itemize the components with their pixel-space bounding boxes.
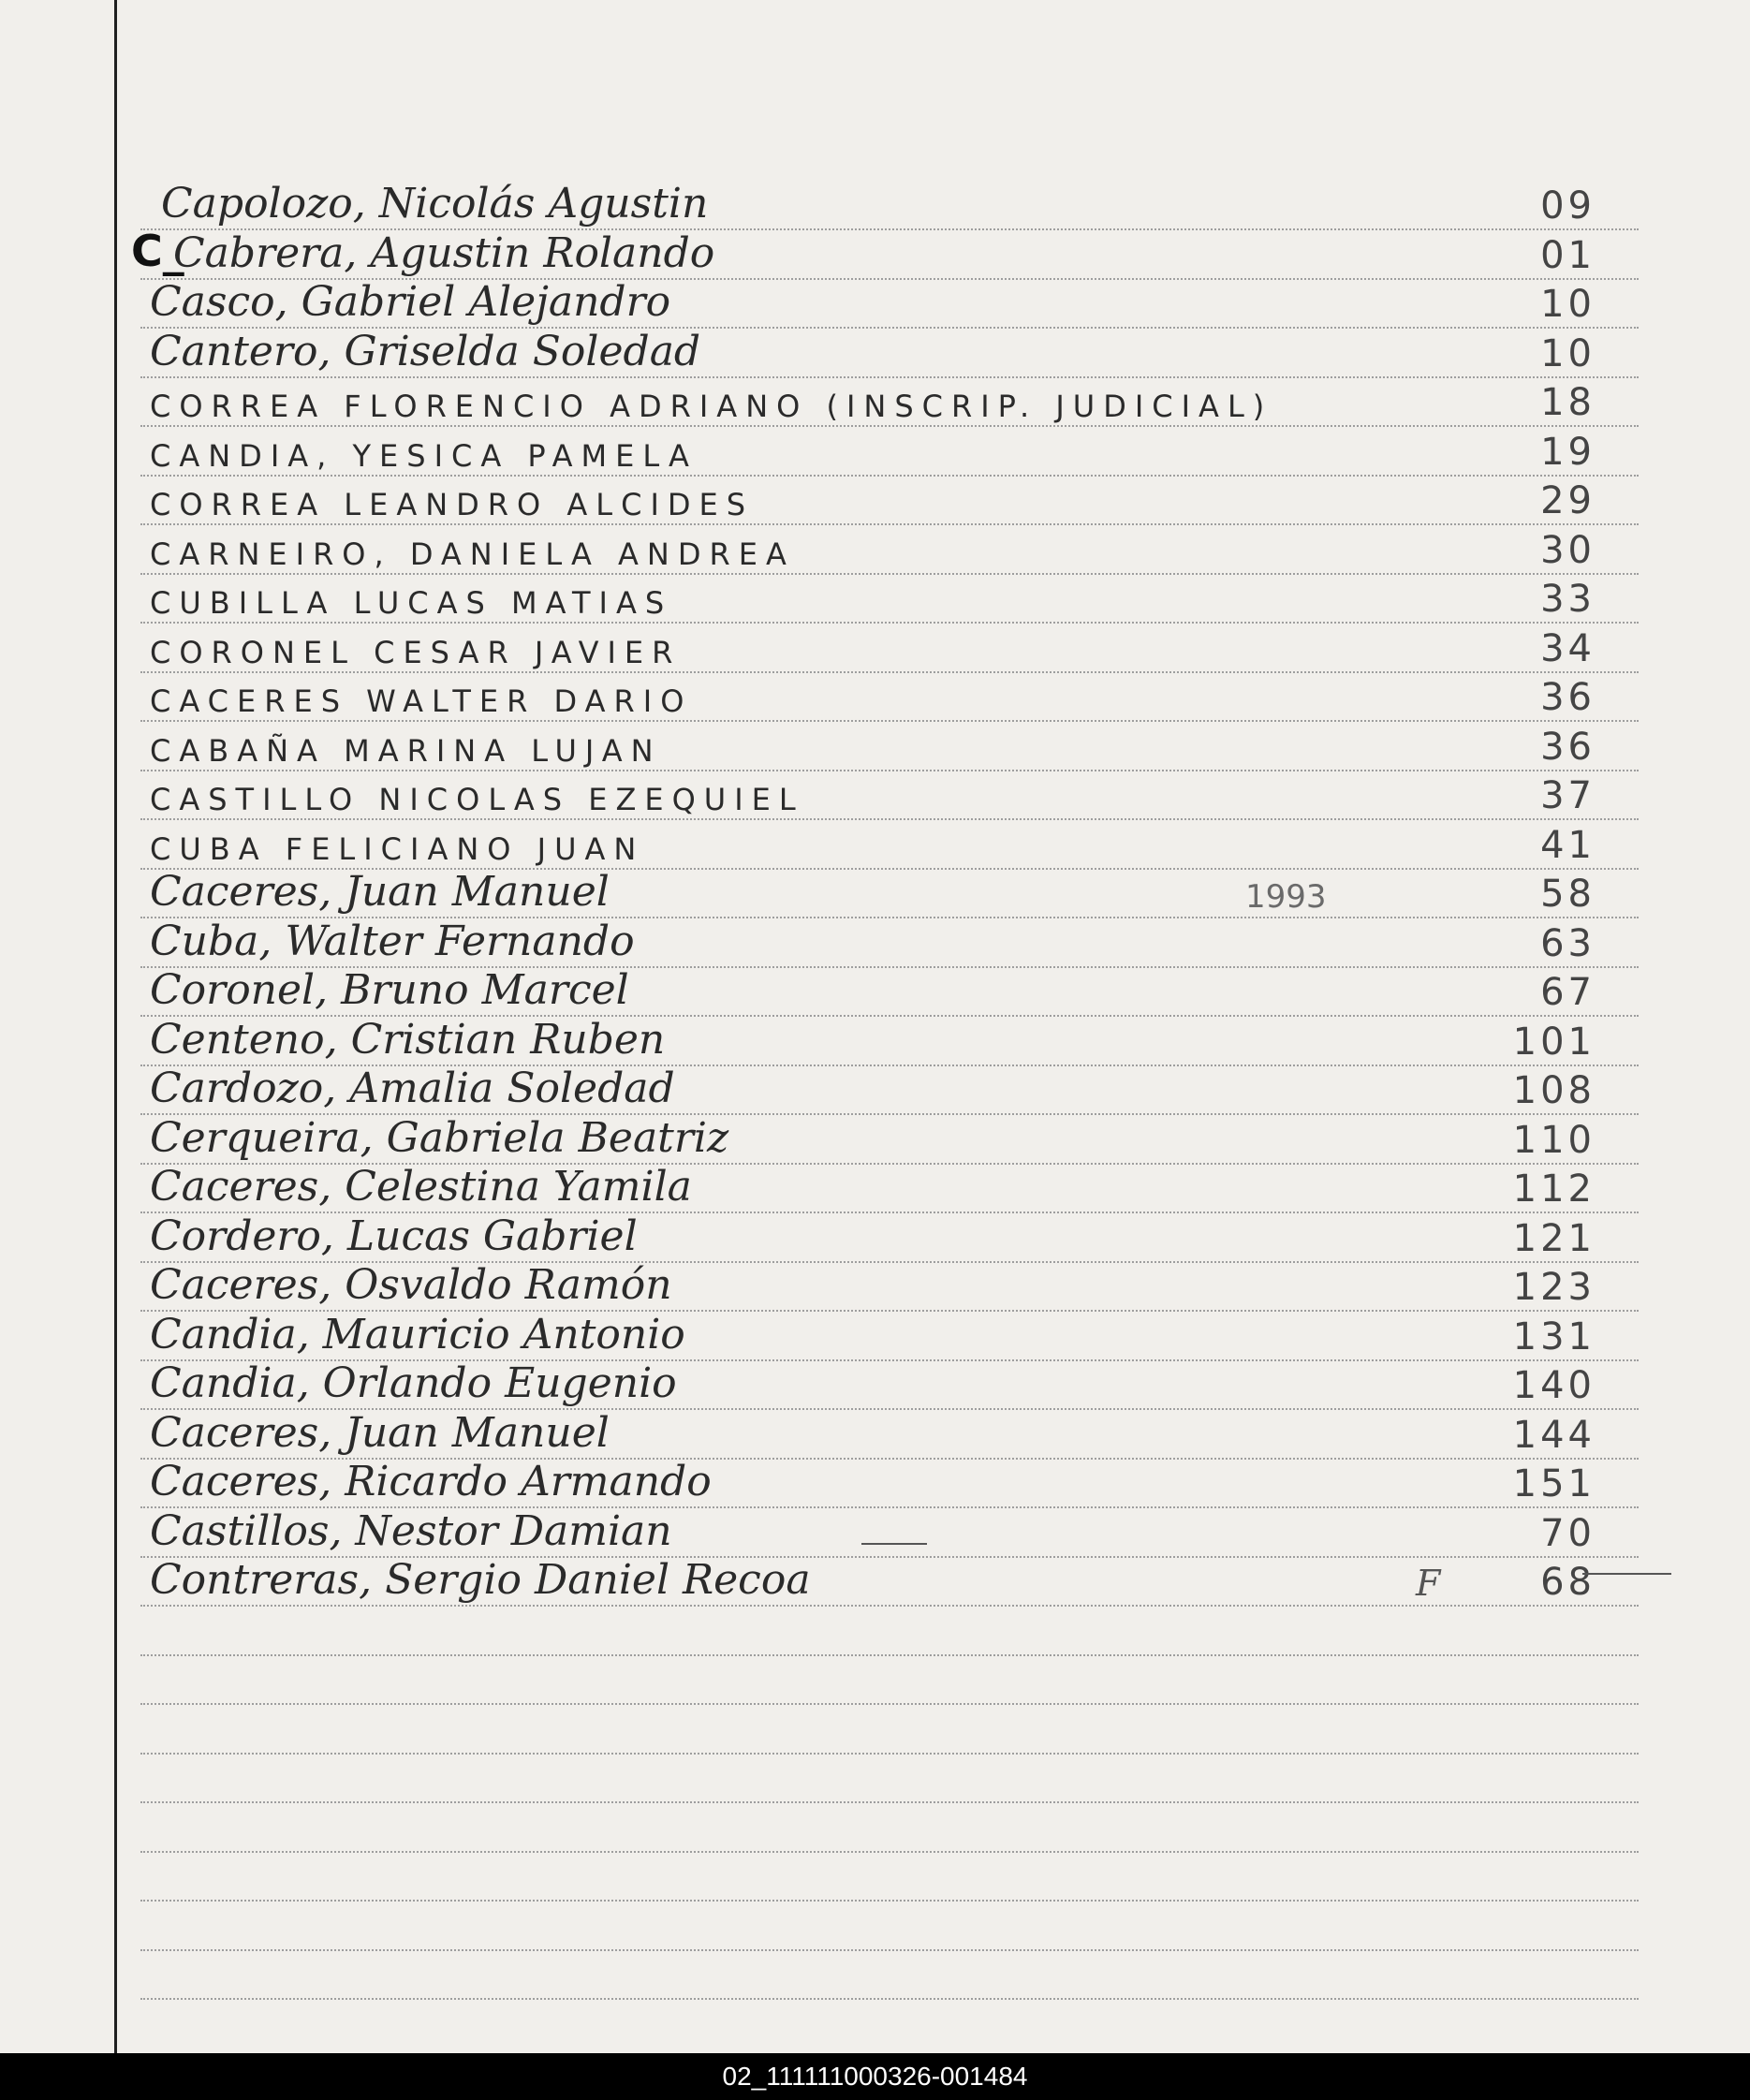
entry-name: Cabrera, Agustin Rolando — [173, 229, 715, 277]
register-entry — [0, 426, 1750, 475]
entry-number: 18 — [1540, 381, 1596, 424]
entry-number: 121 — [1512, 1217, 1596, 1260]
entry-name: Caceres, Osvaldo Ramón — [150, 1261, 672, 1309]
ruled-line — [140, 1998, 1639, 2000]
entry-name: CORREA FLORENCIO ADRIANO (INSCRIP. JUDICIAL) — [150, 389, 1273, 424]
entry-name: CABAÑA MARINA LUJAN — [150, 733, 662, 769]
entry-number: 37 — [1540, 774, 1596, 817]
entry-number: 29 — [1540, 479, 1596, 522]
register-entry — [0, 226, 1750, 278]
register-entry — [0, 524, 1750, 573]
entry-name: Contreras, Sergio Daniel Recoa — [150, 1556, 811, 1604]
entry-name: CUBILLA LUCAS MATIAS — [150, 585, 673, 621]
entry-number: 70 — [1540, 1512, 1596, 1555]
entry-number: 10 — [1540, 283, 1596, 326]
ruled-line — [140, 1654, 1639, 1656]
register-entry — [0, 1212, 1750, 1261]
register-entry — [0, 623, 1750, 671]
ruled-line — [140, 1851, 1639, 1853]
ruled-line — [140, 1703, 1639, 1705]
register-entry — [0, 376, 1750, 425]
entry-number: 101 — [1512, 1021, 1596, 1064]
ruled-line — [140, 1753, 1639, 1755]
entry-number: 144 — [1512, 1414, 1596, 1457]
register-entry — [0, 868, 1750, 917]
entry-number: 68 — [1540, 1561, 1596, 1604]
register-entry — [0, 721, 1750, 770]
entry-year: 1993 — [1245, 878, 1327, 916]
ruled-line — [140, 1949, 1639, 1951]
register-entry — [0, 1311, 1750, 1359]
entry-number: 58 — [1540, 873, 1596, 916]
register-entry — [0, 1261, 1750, 1310]
entry-name: CACERES WALTER DARIO — [150, 683, 693, 719]
register-entry — [0, 1507, 1750, 1556]
entry-number: 41 — [1540, 824, 1596, 867]
register-entry — [0, 819, 1750, 868]
entry-mark: F — [1416, 1563, 1441, 1604]
register-entry — [0, 328, 1750, 376]
register-entry — [0, 1458, 1750, 1506]
register-entry — [0, 671, 1750, 720]
entry-name: Capolozo, Nicolás Agustin — [161, 180, 709, 228]
register-entry — [0, 1556, 1750, 1605]
entry-number: 67 — [1540, 971, 1596, 1014]
entry-name: Caceres, Juan Manuel — [150, 1409, 610, 1457]
entry-name: Coronel, Bruno Marcel — [150, 966, 629, 1014]
entry-name: Castillos, Nestor Damian — [150, 1507, 672, 1555]
pen-stroke — [1582, 1573, 1671, 1575]
entry-name: CORREA LEANDRO ALCIDES — [150, 487, 755, 522]
entry-number: 131 — [1512, 1315, 1596, 1358]
entry-number: 01 — [1540, 234, 1596, 277]
register-entry — [0, 918, 1750, 966]
register-entry — [0, 573, 1750, 622]
entry-number: 36 — [1540, 726, 1596, 769]
entry-name: CANDIA, YESICA PAMELA — [150, 438, 698, 474]
entry-number: 140 — [1512, 1364, 1596, 1407]
footer-label: 02_111111000326-001484 — [0, 2053, 1750, 2100]
ruled-line — [140, 1900, 1639, 1902]
register-entry — [0, 475, 1750, 523]
entry-number: 110 — [1512, 1119, 1596, 1162]
entry-number: 09 — [1540, 184, 1596, 228]
entry-name: Caceres, Juan Manuel — [150, 868, 610, 916]
entry-name: Casco, Gabriel Alejandro — [150, 278, 671, 326]
entry-number: 112 — [1512, 1167, 1596, 1211]
register-entry — [0, 966, 1750, 1015]
entry-name: Caceres, Ricardo Armando — [150, 1458, 712, 1505]
entry-name: Cordero, Lucas Gabriel — [150, 1212, 638, 1260]
entry-number: 123 — [1512, 1266, 1596, 1309]
register-entry — [0, 278, 1750, 327]
entry-number: 19 — [1540, 431, 1596, 474]
register-entry — [0, 180, 1750, 228]
entry-name: CASTILLO NICOLAS EZEQUIEL — [150, 782, 804, 817]
register-entry — [0, 1114, 1750, 1163]
entry-name: CORONEL CESAR JAVIER — [150, 635, 682, 670]
entry-name: Cardozo, Amalia Soledad — [150, 1065, 675, 1112]
entry-number: 30 — [1540, 529, 1596, 572]
entry-name: Candia, Mauricio Antonio — [150, 1311, 685, 1358]
entry-name: Cerqueira, Gabriela Beatriz — [150, 1114, 729, 1162]
register-entry — [0, 1163, 1750, 1212]
register-entry — [0, 1065, 1750, 1113]
pen-stroke — [861, 1543, 927, 1545]
entry-number: 108 — [1512, 1069, 1596, 1112]
entry-number: 151 — [1512, 1462, 1596, 1505]
entry-name: Caceres, Celestina Yamila — [150, 1163, 692, 1211]
entry-number: 33 — [1540, 578, 1596, 621]
entry-number: 34 — [1540, 627, 1596, 670]
entry-number: 63 — [1540, 922, 1596, 965]
entry-name: Candia, Orlando Eugenio — [150, 1359, 677, 1407]
entry-prefix: C_ — [131, 226, 184, 276]
ruled-line — [140, 1605, 1639, 1607]
entry-number: 36 — [1540, 676, 1596, 719]
entry-name: CUBA FELICIANO JUAN — [150, 831, 645, 867]
register-entry — [0, 1016, 1750, 1065]
register-entry — [0, 1359, 1750, 1408]
entry-name: Cuba, Walter Fernando — [150, 918, 635, 965]
entry-name: Centeno, Cristian Ruben — [150, 1016, 666, 1064]
register-entry — [0, 1409, 1750, 1458]
register-entry — [0, 770, 1750, 818]
ruled-line — [140, 1801, 1639, 1803]
entry-number: 10 — [1540, 332, 1596, 375]
entry-name: Cantero, Griselda Soledad — [150, 328, 701, 375]
entry-name: CARNEIRO, DANIELA ANDREA — [150, 536, 795, 572]
